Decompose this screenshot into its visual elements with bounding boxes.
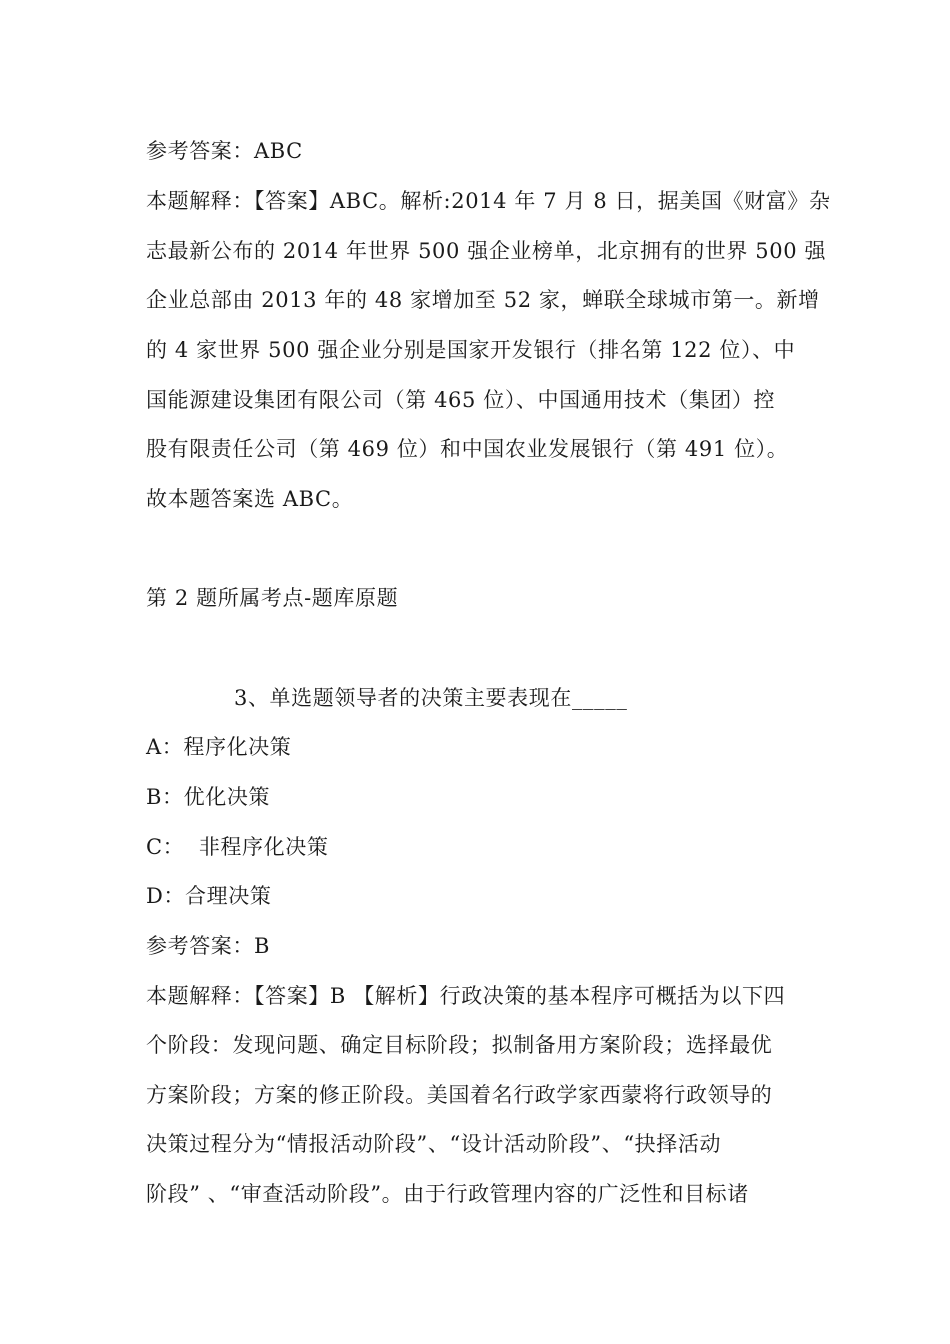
q2-explanation-line: 故本题答案选 ABC。 xyxy=(146,487,354,511)
q2-explanation-line: 股有限责任公司（第 469 位）和中国农业发展银行（第 491 位）。 xyxy=(146,437,789,461)
q3-explanation-line: 本题解释：【答案】B 【解析】行政决策的基本程序可概括为以下四 xyxy=(146,984,786,1008)
q2-explanation-line: 志最新公布的 2014 年世界 500 强企业榜单，北京拥有的世界 500 强 xyxy=(146,239,827,263)
q3-question: 3、单选题领导者的决策主要表现在_____ xyxy=(234,686,628,710)
q2-explanation-line: 的 4 家世界 500 强企业分别是国家开发银行（排名第 122 位）、中 xyxy=(146,338,796,362)
q3-option-a: A：程序化决策 xyxy=(146,735,292,759)
q3-option-b: B：优化决策 xyxy=(146,785,271,809)
q2-topic: 第 2 题所属考点-题库原题 xyxy=(146,586,399,610)
q2-explanation-line: 本题解释：【答案】ABC。解析:2014 年 7 月 8 日，据美国《财富》杂 xyxy=(146,189,831,213)
q3-explanation-line: 阶段” 、“审查活动阶段”。由于行政管理内容的广泛性和目标诸 xyxy=(146,1182,749,1206)
q2-answer: 参考答案：ABC xyxy=(146,139,303,163)
q2-explanation-line: 企业总部由 2013 年的 48 家增加至 52 家，蝉联全球城市第一。新增 xyxy=(146,288,820,312)
q3-option-d: D：合理决策 xyxy=(146,884,272,908)
q3-explanation-line: 决策过程分为“情报活动阶段”、“设计活动阶段”、“抉择活动 xyxy=(146,1132,722,1156)
q3-explanation-line: 个阶段：发现问题、确定目标阶段；拟制备用方案阶段；选择最优 xyxy=(146,1033,773,1057)
q3-answer: 参考答案：B xyxy=(146,934,271,958)
q3-explanation-line: 方案阶段；方案的修正阶段。美国着名行政学家西蒙将行政领导的 xyxy=(146,1083,773,1107)
q2-explanation-line: 国能源建设集团有限公司（第 465 位）、中国通用技术（集团）控 xyxy=(146,388,776,412)
q3-option-c: C： 非程序化决策 xyxy=(146,835,329,859)
